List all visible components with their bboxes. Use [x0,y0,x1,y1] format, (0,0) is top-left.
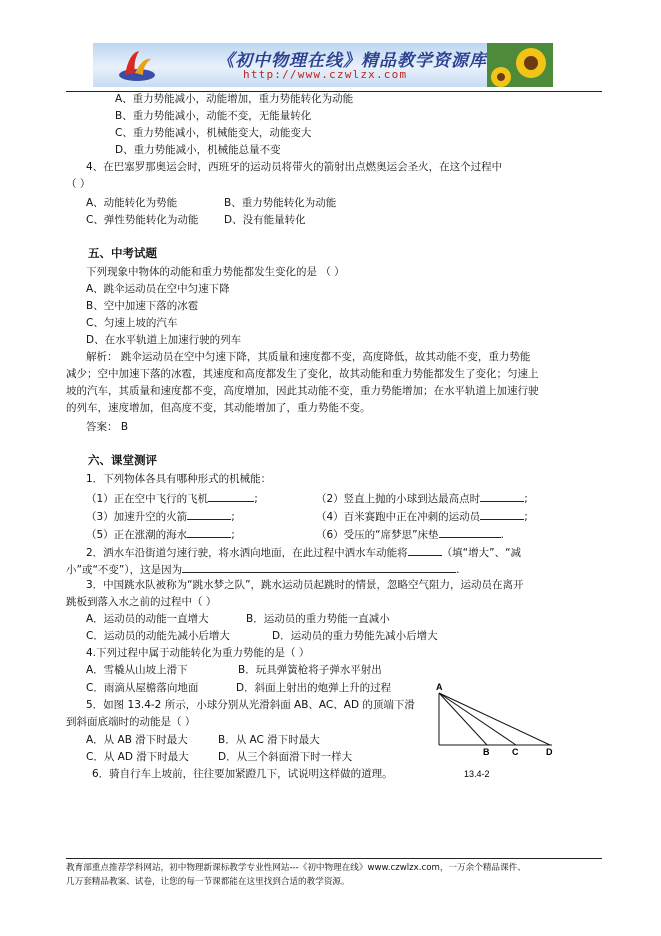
section5-option-b: B、空中加速下落的冰雹 [86,300,199,312]
top-option-b: B、重力势能减小，动能不变，无能量转化 [115,110,312,122]
s6-q2-line1: 2．洒水车沿街道匀速行驶，将水洒向地面，在此过程中洒水车动能将 （填“增大”、“减 [86,544,521,560]
footer-line: 几万套精品教案、试卷，让您的每一节课都能在这里找到合适的教学资源。 [66,877,350,887]
s6-q1-item: （1）正在空中飞行的飞机 ; [86,490,258,506]
q4-text: 4、在巴塞罗那奥运会时，西班牙的运动员将带火的箭射出点燃奥运会圣火，在这个过程中 [86,161,503,173]
s6-q5-option-d: D．从三个斜面滑下时一样大 [218,751,353,763]
footer-line: 教育部重点推荐学科网站，初中物理新课标教学专业性网站---《初中物理在线》www.czwlzx.com，一万余个精品课件、 [66,863,526,873]
s6-q3-option-a: A．运动员的动能一直增大 [86,613,209,625]
s6-q6: 6．骑自行车上坡前，往往要加紧蹬几下，试说明这样做的道理。 [92,768,393,780]
s6-q5-option-a: A．从 AB 滑下时最大 [86,734,188,746]
section5-question: 下列现象中物体的动能和重力势能都发生变化的是 （ ） [86,266,345,278]
answer-blank[interactable] [439,526,501,538]
answer-blank[interactable] [408,544,442,556]
banner-url: http://www.czwlzx.com [243,68,408,81]
s6-q1-item: （2）竖直上抛的小球到达最高点时 ; [316,490,528,506]
s6-q3-option-d: D．运动员的重力势能先减小后增大 [272,630,438,642]
s6-q3-line1: 3．中国跳水队被称为“跳水梦之队”，跳水运动员起跳时的情景，忽略空气阻力，运动员在离开 [86,579,524,591]
s6-q1-item: （5）正在涨潮的海水 ; [86,526,235,542]
s6-q3-option-b: B．运动员的重力势能一直减小 [246,613,390,625]
sunflower-icon [487,43,553,87]
answer-blank[interactable] [480,490,524,502]
answer-blank[interactable] [480,508,524,520]
q4-option-c: C、弹性势能转化为动能 [86,214,199,226]
s6-q5-line2: 到斜面底端时的动能是（ ） [66,716,196,728]
site-logo-icon [117,47,157,83]
q4-paren: （ ） [66,178,91,190]
s6-q4-option-b: B．玩具弹簧枪将子弹水平射出 [238,664,382,676]
point-c-label: C [512,747,519,757]
top-option-a: A、重力势能减小，动能增加，重力势能转化为动能 [115,93,354,105]
analysis-line: 坡的汽车，其质量和速度都不变，高度增加，因此其动能不变，重力势能增加；在水平轨道上加速行驶 [66,385,539,397]
answer-blank[interactable] [187,526,231,538]
answer-blank[interactable] [208,490,254,502]
q4-option-d: D、没有能量转化 [224,214,306,226]
point-b-label: B [483,747,490,757]
section5-option-a: A、跳伞运动员在空中匀速下降 [86,283,230,295]
section5-option-c: C、匀速上坡的汽车 [86,317,178,329]
s6-q2-line2: 小”或“不变”），这是因为 . [66,561,459,577]
s6-q5-option-c: C．从 AD 滑下时最大 [86,751,189,763]
footer-rule [66,858,602,859]
s6-q3-line2: 跳板到落入水之前的过程中（ ） [66,596,217,608]
s6-q1-item: （6）受压的“席梦思”床垫 . [316,526,504,542]
figure-caption: 13.4-2 [464,769,490,779]
s6-q4-option-c: C．雨滴从屋檐落向地面 [86,682,199,694]
q4-option-a: A、动能转化为势能 [86,197,178,209]
s6-q1-text: 1．下列物体各具有哪种形式的机械能： [86,473,272,485]
q4-option-b: B、重力势能转化为动能 [224,197,337,209]
answer-blank[interactable] [182,561,456,573]
answer-blank[interactable] [187,508,231,520]
analysis-line: 解析： 跳伞运动员在空中匀速下降，其质量和速度都不变，高度降低，故其动能不变，重力势能 [86,351,531,363]
point-d-label: D [546,747,553,757]
inclined-planes-figure [430,681,566,789]
section5-answer: 答案： B [86,421,129,433]
analysis-line: 的列车，速度增加，但高度不变，其动能增加了，重力势能不变。 [66,402,371,414]
s6-q1-item: （4）百米赛跑中正在冲刺的运动员 ; [316,508,528,524]
s6-q3-option-c: C．运动员的动能先减小后增大 [86,630,230,642]
section5-option-d: D、在水平轨道上加速行驶的列车 [86,334,242,346]
header-banner [93,43,553,87]
section5-heading: 五、中考试题 [88,246,157,260]
top-option-c: C、重力势能减小，机械能变大，动能变大 [115,127,312,139]
s6-q4-text: 4.下列过程中属于动能转化为重力势能的是（ ） [86,647,310,659]
s6-q5-option-b: B．从 AC 滑下时最大 [218,734,320,746]
s6-q4-option-d: D．斜面上射出的炮弹上升的过程 [236,682,392,694]
s6-q1-item: （3）加速升空的火箭 ; [86,508,235,524]
s6-q5-line1: 5．如图 13.4-2 所示，小球分别从光滑斜面 AB、AC、AD 的顶端下滑 [86,699,415,711]
top-option-d: D、重力势能减小，机械能总量不变 [115,144,281,156]
analysis-line: 减少；空中加速下落的冰雹，其速度和高度都发生了变化，故其动能和重力势能都发生了变化；匀速上 [66,368,539,380]
section6-heading: 六、课堂测评 [88,453,157,467]
banner-title: 《初中物理在线》精品教学资源库 [217,51,487,71]
s6-q4-option-a: A．雪橇从山坡上滑下 [86,664,188,676]
point-a-label: A [436,682,443,692]
